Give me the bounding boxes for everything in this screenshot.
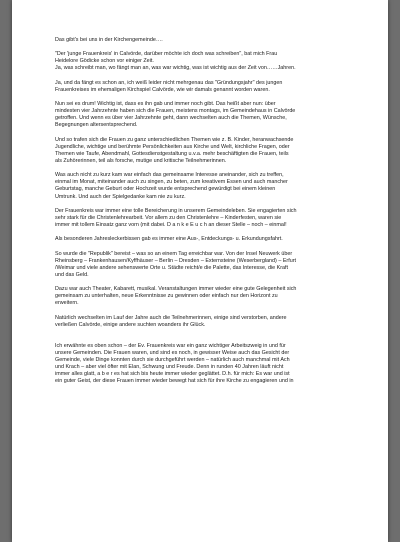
paragraph <box>55 101 375 129</box>
text-line: verließen Calvörde, einige andere suchten woanders ihr Glück. <box>55 321 206 328</box>
text-line: mindesten vier Jahrzehnte haben sich die Frauen, meistens montags, im Gemeindehaus in Calvörde <box>55 108 296 115</box>
text-line: So wurde die "Republik" bereist – was so an einem Tag erreichbar war. Von der Insel Neuwerk über <box>55 250 293 257</box>
text-line: Natürlich wechselten im Lauf der Jahre auch die Teilnehmerinnen, einige sind verstorben, andere <box>55 314 287 321</box>
text-line: Ich erwähnte es oben schon – der Ev. Frauenkreis war ein ganz wichtiger Arbeitszweig in und für <box>55 342 286 349</box>
text-line: Jugendliche, wichtige und berühmte Persönlichkeiten aus Kirche und Welt, kirchliche Fragen, oder <box>55 143 290 150</box>
paragraph <box>55 315 375 329</box>
text-line: Umtrunk. Und auch der Spielgedanke kam nie zu kurz. <box>55 193 186 200</box>
text-line: Dazu war auch Theater, Kabarett, musikal. Veranstaltungen immer wieder eine gute Gelegenheit sich <box>55 286 297 293</box>
text-line: und das Geld. <box>55 271 89 278</box>
text-line: Was auch nicht zu kurz kam war einfach das gemeinsame Interesse aneinander, sich zu treffen, <box>55 172 284 179</box>
document-page <box>12 0 388 542</box>
text-line: sehr stark für die Christenlehrearbeit. Vor allem zu den Christenlehre – Kinderfesten, waren sie <box>55 214 282 221</box>
text-line: erweitern. <box>55 300 79 307</box>
text-line: Gemeinde, viele Dinge konnten durch sie durchgeführt werden – natürlich auch manchmal mit Ach <box>55 356 290 363</box>
text-line: gemeinsam zu unterhalten, neue Erkenntnisse zu gewinnen oder einfach nur den Horizont zu <box>55 293 278 300</box>
paragraph <box>55 137 375 165</box>
text-line: /Weimar und viele andere sehenswerte Orte u. Städte reicht/e die Palette, das Interesse, die Kraft <box>55 264 289 271</box>
paragraph <box>55 80 375 94</box>
text-line: "Der 'junge Frauenkreis' in Calvörde, darüber möchte ich doch was schreiben", bat mich Frau <box>55 51 278 58</box>
text-line: Themen wie Taufe, Abendmahl, Gottesdienstgestaltung u.v.a. mehr beschäftigten die Frauen, teils <box>55 150 289 157</box>
text-line: Rheinsberg – Frankenhausen/Kyffhäuser – Berlin – Dresden – Externsteine (Weserbergland) – Erfurt <box>55 257 297 264</box>
text-line: einmal im Monat, miteinander auch zu singen, zu beten, zum kreativem Essen und auch mancher <box>55 179 288 186</box>
paragraph <box>55 172 375 200</box>
text-line: unsere Gemeinden. Die Frauen waren, und sind es noch, in gewisser Weise auch das Gesicht der <box>55 349 290 356</box>
paragraph <box>55 251 375 279</box>
document-body <box>55 37 375 393</box>
text-line: Geburtstag, manche Geburt oder Hochzeit wurde entsprechend gewürdigt bei einem kleinen <box>55 186 276 193</box>
text-line: Ja, und da fängt es schon an, ich weiß leider nicht mehrgenau das "Gründungsjahr" des jungen <box>55 79 283 86</box>
text-line: Frauenkreises im ehemaligen Kirchspiel Calvörde, wie wir damals genannt worden waren. <box>55 86 270 93</box>
paragraph <box>55 51 375 72</box>
text-line: immer alles glatt, a b e r es hat sich bis heute immer wieder geglättet. D.h. für mich: Es war und ist <box>55 371 290 378</box>
text-line: getroffen. Und wenn es über vier Jahrzehnte geht, dann wechselten auch die Themen, Wünsche, <box>55 115 287 122</box>
text-line: ein guter Geist, der diese Frauen immer wieder bewegt hat sich für ihre Kirche zu engagieren und in <box>55 378 294 385</box>
text-line: Nun sei es drum! Wichtig ist, dass es ihn gab und immer noch gibt. Das heißt aber nun: über <box>55 101 276 108</box>
text-line: Ja, was schreibt man, wo fängt man an, was war wichtig, was ist wichtig aus der Zeit von……Jahren. <box>55 65 296 72</box>
text-line: und Krach – aber viel öfter mit Elan, Schwung und Freude. Denn in runden 40 Jahren läuft nicht <box>55 364 284 371</box>
paragraph <box>55 208 375 229</box>
paragraph <box>55 236 375 243</box>
text-line: immer mit tollem Einsatz ganz vorn (mit dabei. D a n k e E u c h an dieser Stelle – noch – einmal! <box>55 222 287 228</box>
text-line: Als besonderen Jahresleckerbissen gab es immer eine Aus-, Entdeckungs- u. Erkundungsfahrt. <box>55 236 283 243</box>
text-line: Und so trafen sich die Frauen zu ganz unterschiedlichen Themen wie z. B. Kinder, heranwachsende <box>55 136 294 143</box>
paragraph <box>55 343 375 386</box>
text-line: Heidelore Gödicke schon vor einiger Zeit. <box>55 58 154 65</box>
paragraph <box>55 37 375 44</box>
text-line: Der Frauenkreis war immer eine tolle Bereicherung in unserem Gemeindeleben. Sie engagierten sich <box>55 207 297 214</box>
paragraph <box>55 286 375 307</box>
text-line: Begegnungen altersentsprechend. <box>55 122 138 129</box>
text-line: als Zuhörerinnen, teil als forsche, mutige und kritische Teilnehmerinnen. <box>55 157 227 164</box>
text-line: Das gibt's bei uns in der Kirchengemeinde…. <box>55 37 163 43</box>
